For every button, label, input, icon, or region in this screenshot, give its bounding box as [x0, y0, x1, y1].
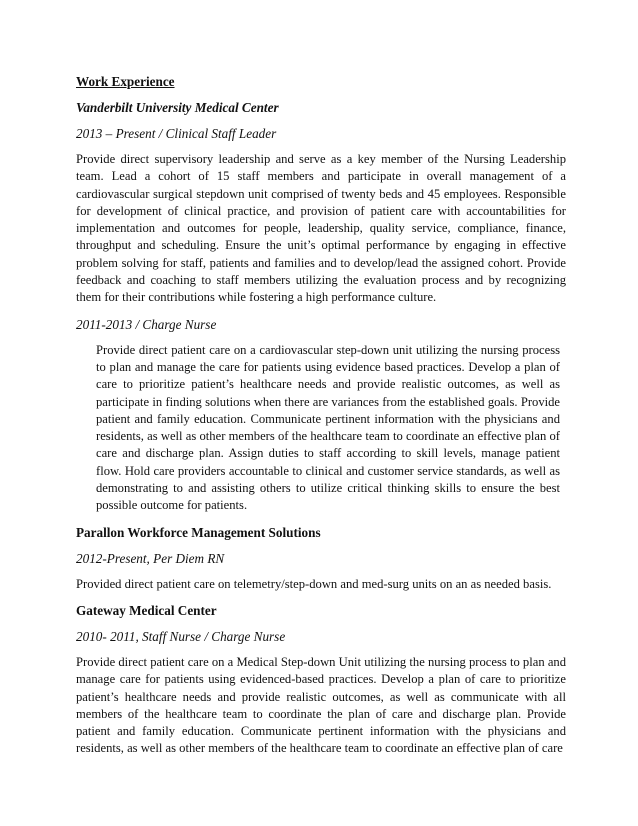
role-staff-charge-nurse: 2010- 2011, Staff Nurse / Charge Nurse	[76, 628, 286, 644]
role-description-per-diem-rn: Provided direct patient care on telemetry/step-down and med-surg units on an as needed basis.	[76, 576, 552, 591]
employer-parallon: Parallon Workforce Management Solutions	[76, 524, 321, 540]
resume-page	[76, 73, 566, 758]
role-charge-nurse: 2011-2013 / Charge Nurse	[76, 316, 217, 332]
employer-gateway: Gateway Medical Center	[76, 602, 217, 618]
role-clinical-staff-leader: 2013 – Present / Clinical Staff Leader	[76, 126, 277, 141]
role-per-diem-rn: 2012-Present, Per Diem RN	[76, 550, 225, 566]
section-title-work-experience: Work Experience	[76, 74, 175, 89]
role-description-staff-charge-nurse: Provide direct patient care on a Medical Step-down Unit utilizing the nursing process to plan and manage care for patients using evidenced-based practices. Develop a plan of care to prioritize patient’s healthcare needs and provide realistic outcomes, as well as communicate with all members of the healthcare team to coordinate the plan of care and discharge plan. Provide patient and family education. Communicate pertinent information with the physicians and residents, as well as other members of the healthcare team to coordinate an effective plan of care	[76, 654, 566, 756]
role-description-clinical-staff-leader: Provide direct supervisory leadership and serve as a key member of the Nursing Leadership team. Lead a cohort of 15 staff members and participate in overall management of a cardiovascular surgical stepdown unit comprised of twenty beds and 45 employees. Responsible for development of clinical practice, and provision of patient care with accountabilities for implementation and outcomes for people, leadership, quality service, compliance, finance, throughput and scheduling. Ensure the unit’s optimal performance by engaging in effective problem solving for staff, patients and families and to develop/lead the assigned cohort. Provide feedback and coaching to staff members utilizing the evaluation process and by recognizing them for their contributions while fostering a high performance culture.	[76, 152, 566, 305]
role-description-charge-nurse: Provide direct patient care on a cardiovascular step-down unit utilizing the nursing process to plan and manage the care for patients using evidence based practices. Develop a plan of care to prioritize patient’s healthcare needs and provide realistic outcomes, as well as participate in finding solutions when there are variances from the established goals. Provide patient and family education. Communicate pertinent information with the physicians and residents, as well as other members of the healthcare team to coordinate an effective plan of care and discharge plan. Assign duties to staff according to skill levels, manage patient flow. Hold care providers accountable to clinical and customer service standards, as well as demonstrating to and assisting others to utilize critical thinking skills to ensure the best possible outcome for patients.	[96, 342, 560, 513]
employer-vanderbilt: Vanderbilt University Medical Center	[76, 100, 279, 115]
